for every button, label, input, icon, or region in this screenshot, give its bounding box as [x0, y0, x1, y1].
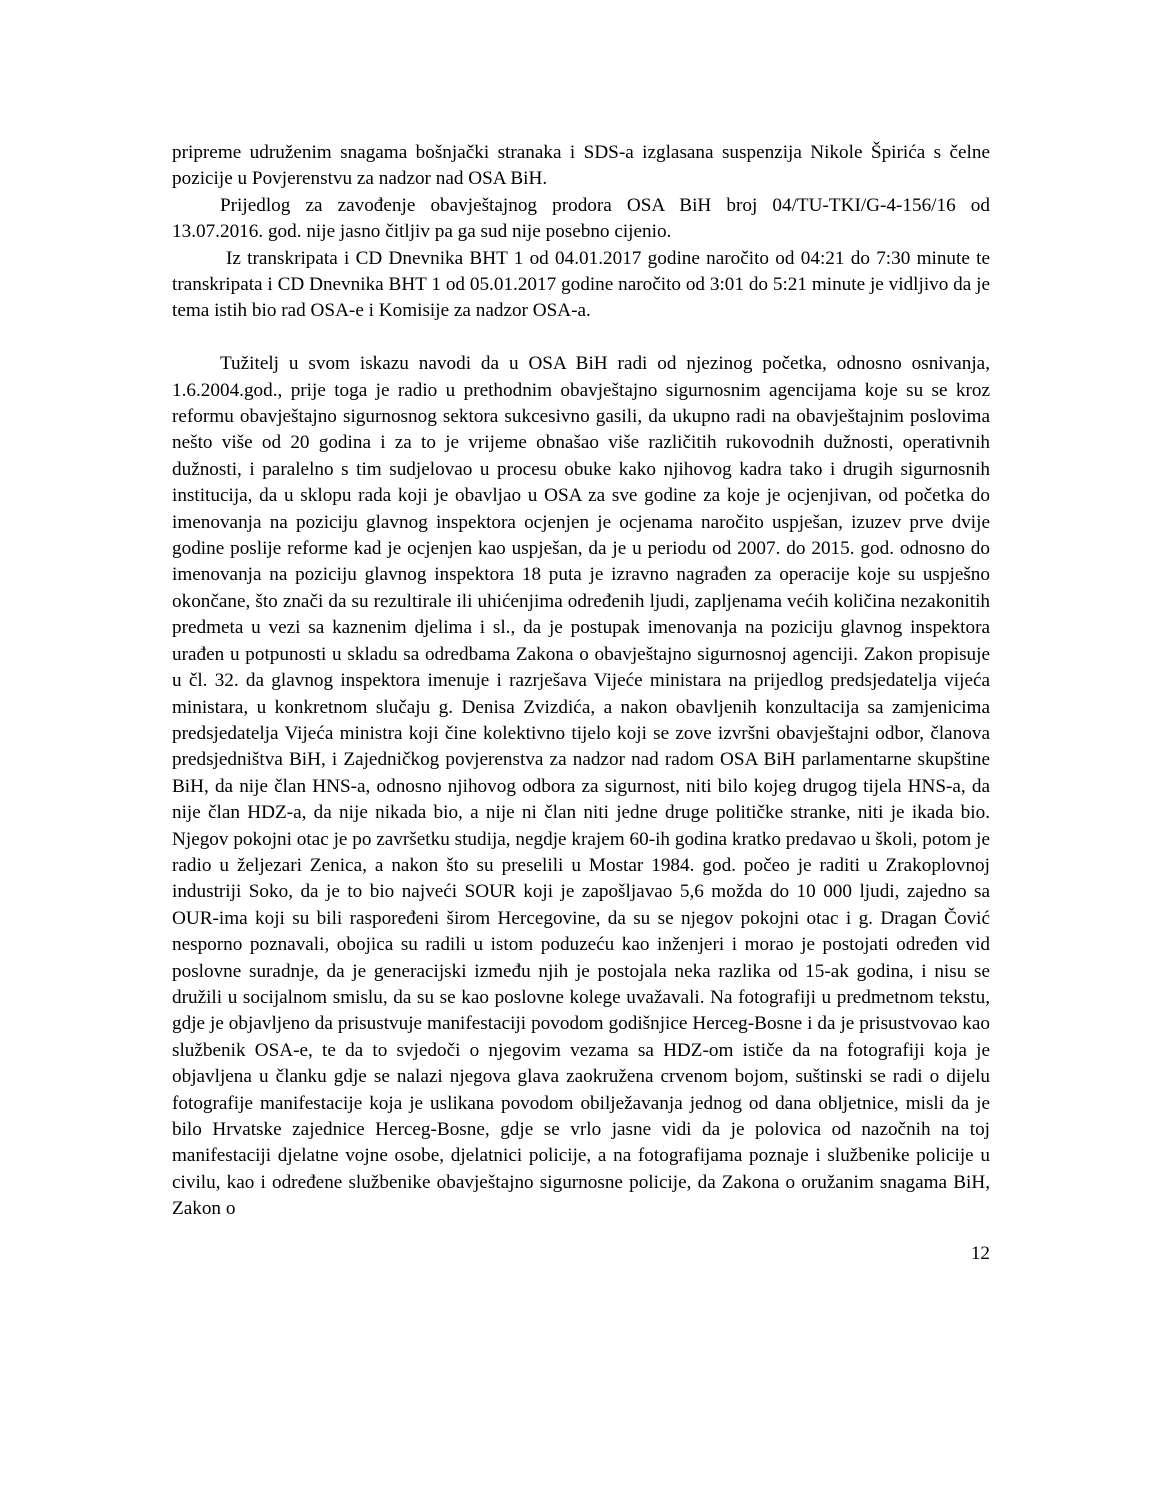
paragraph-continuation: pripreme udruženim snagama bošnjački stranaka i SDS-a izglasana suspenzija Nikole Špirića s čelne pozicije u Povjerenstvu za nadzor nad OSA BiH.: [172, 142, 990, 190]
paragraph-spacer: [172, 325, 990, 351]
paragraph-proposal: Prijedlog za zavođenje obavještajnog prodora OSA BiH broj 04/TU-TKI/G-4-156/16 od 13.07.2016. god. nije jasno čitljiv pa ga sud nije posebno cijenio.: [172, 194, 990, 243]
document-body: [172, 140, 990, 1223]
paragraph-transcripts: Iz transkripata i CD Dnevnika BHT 1 od 04.01.2017 godine naročito od 04:21 do 7:30 minute te transkripata i CD Dnevnika BHT 1 od 05.01.2017 godine naročito od 3:01 do 5:21 minute je vidljivo da je tema istih bio rad OSA-e i Komisije za nadzor OSA-a.: [172, 247, 990, 322]
page-number: 12: [970, 1243, 990, 1264]
paragraph-plaintiff-testimony: Tužitelj u svom iskazu navodi da u OSA BiH radi od njezinog početka, odnosno osnivanja, 1.6.2004.god., prije toga je radio u prethodnim obavještajno sigurnosnim agencijama koje su se kroz reformu obavještajno sigurnosnog sektora sukcesivno gasili, da ukupno radi na obavještajnim poslovima nešto više od 20 godina i za to je vrijeme obnašao više različitih rukovodnih dužnosti, operativnih dužnosti, i paralelno s tim sudjelovao u procesu obuke kako njihovog kadra tako i drugih sigurnosnih institucija, da u sklopu rada koji je obavljao u OSA za sve godine za koje je ocjenjivan, od početka do imenovanja na poziciju glavnog inspektora ocjenjen je ocjenama naročito uspješan, izuzev prve dvije godine poslije reforme kad je ocjenjen kao uspješan, da je u periodu od 2007. do 2015. god. odnosno do imenovanja na poziciju glavnog inspektora 18 puta je izravno nagrađen za operacije koje su uspješno okončane, što znači da su rezultirale ili uhićenjima određenih ljudi, zapljenama većih količina nezakonitih predmeta u vezi sa kaznenim djelima i sl., da je postupak imenovanja na poziciju glavnog inspektora urađen u potpunosti u skladu sa odredbama Zakona o obavještajno sigurnosnoj agenciji. Zakon propisuje u čl. 32. da glavnog inspektora imenuje i razrješava Vijeće ministara na prijedlog predsjedatelja vijeća ministara, u konkretnom slučaju g. Denisa Zvizdića, a nakon obavljenih konzultacija sa zamjenicima predsjedatelja Vijeća ministra koji čine kolektivno tijelo koji se zove izvršni obavještajni odbor, članova predsjedništva BiH, i Zajedničkog povjerenstva za nadzor nad radom OSA BiH parlamentarne skupštine BiH, da nije član HNS-a, odnosno njihovog odbora za sigurnost, niti bilo kojeg drugog tijela HNS-a, da nije član HDZ-a, da nije nikada bio, a nije ni član niti jedne druge političke stranke, niti je ikada bio. Njegov pokojni otac je po završetku studija, negdje krajem 60-ih godina kratko predavao u školi, potom je radio u željezari Zenica, a nakon što su preselili u Mostar 1984. god. počeo je raditi u Zrakoplovnoj industriji Soko, da je to bio najveći SOUR koji je zapošljavao 5,6 možda do 10 000 ljudi, zajedno sa OUR-ima koji su bili raspoređeni širom Hercegovine, da su se njegov pokojni otac i g. Dragan Čović nesporno poznavali, obojica su radili u istom poduzeću kao inženjeri i morao je postojati određen vid poslovne suradnje, da je generacijski između njih je postojala neka razlika od 15-ak godina, i nisu se družili u socijalnom smislu, da su se kao poslovne kolege uvažavali. Na fotografiji u predmetnom tekstu, gdje je objavljeno da prisustvuje manifestaciji povodom godišnjice Herceg-Bosne i da je prisustvovao kao službenik OSA-e, te da to svjedoči o njegovim vezama sa HDZ-om ističe da na fotografiji koja je objavljena u članku gdje se nalazi njegova glava zaokružena crvenom bojom, suštinski se radi o dijelu fotografije manifestacije koja je uslikana povodom obilježavanja jednog od dana obljetnice, misli da je bilo Hrvatske zajednice Herceg-Bosne, gdje se vrlo jasne vidi da je polovica od nazočnih na toj manifestaciji djelatne vojne osobe, djelatnici policije, a na fotografijama poznaje i službenike policije u civilu, kao i određene službenike obavještajno sigurnosne policije, da Zakona o oružanim snagama BiH, Zakon o: [172, 353, 990, 1220]
